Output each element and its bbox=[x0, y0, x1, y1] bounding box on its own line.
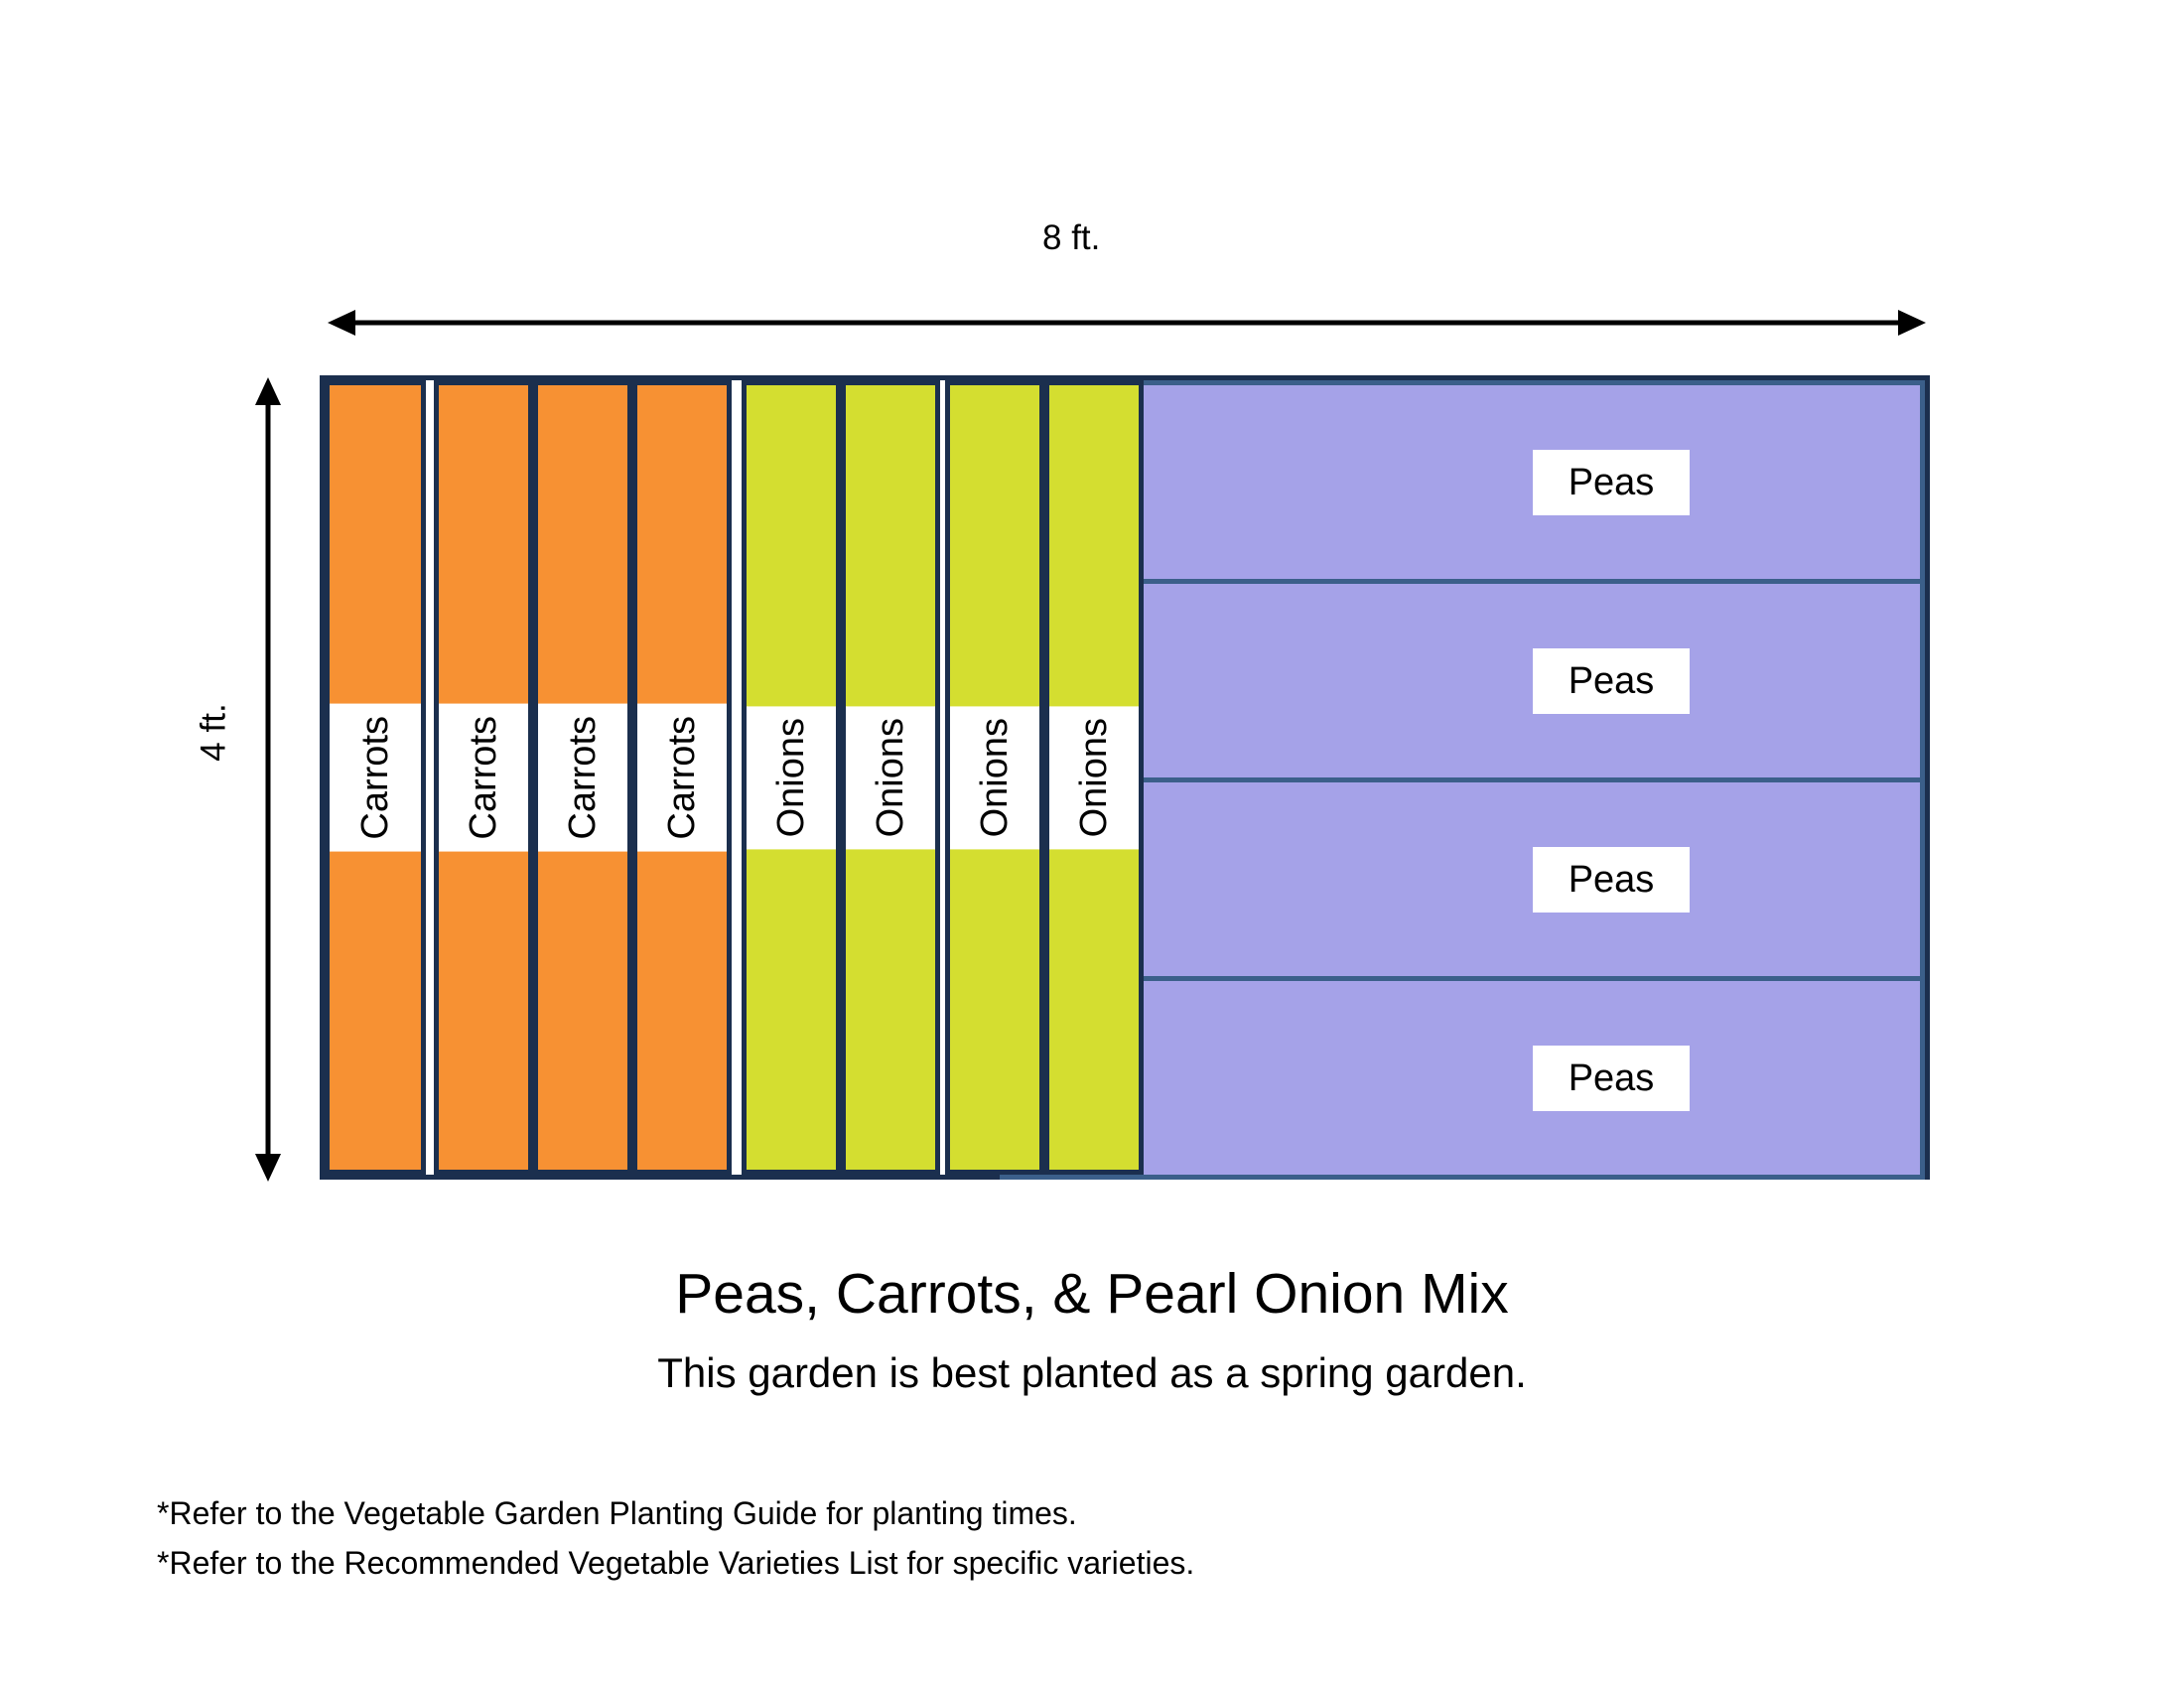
onion-strip bbox=[742, 380, 841, 1175]
bed-width-label: 8 ft. bbox=[1042, 218, 1101, 257]
carrot-strip bbox=[533, 380, 632, 1175]
footnote-line: *Refer to the Vegetable Garden Planting Guide for planting times. bbox=[157, 1495, 1077, 1531]
onion-strip-label: Onions bbox=[846, 706, 935, 849]
onion-strip-label: Onions bbox=[1049, 706, 1139, 849]
pea-row-label: Peas bbox=[1533, 847, 1691, 913]
onion-strip-label: Onions bbox=[747, 706, 836, 849]
pea-row-label: Peas bbox=[1533, 1046, 1691, 1111]
onion-strip bbox=[945, 380, 1044, 1175]
bed-height-label: 4 ft. bbox=[194, 703, 233, 762]
carrot-strip-label: Carrots bbox=[637, 704, 727, 852]
carrot-strip-label: Carrots bbox=[538, 704, 627, 852]
diagram-title: Peas, Carrots, & Pearl Onion Mix bbox=[675, 1262, 1509, 1326]
carrot-strip-label: Carrots bbox=[330, 704, 421, 852]
bed-height-dimension-arrow bbox=[248, 377, 288, 1182]
bed-width-dimension-arrow bbox=[328, 303, 1926, 343]
onion-strip bbox=[1044, 380, 1144, 1175]
diagram-subtitle: This garden is best planted as a spring garden. bbox=[657, 1349, 1527, 1396]
onion-strip-label: Onions bbox=[950, 706, 1039, 849]
carrot-strip bbox=[632, 380, 732, 1175]
carrot-strip-label: Carrots bbox=[439, 704, 528, 852]
carrot-strip bbox=[325, 380, 426, 1175]
pea-row-label: Peas bbox=[1533, 648, 1691, 714]
carrot-strip bbox=[434, 380, 533, 1175]
onion-strip bbox=[841, 380, 940, 1175]
pea-row-label: Peas bbox=[1533, 450, 1691, 515]
garden-bed-diagram bbox=[320, 375, 1930, 1180]
footnote-line: *Refer to the Recommended Vegetable Varieties List for specific varieties. bbox=[157, 1544, 1195, 1581]
footnotes bbox=[157, 1489, 1194, 1588]
